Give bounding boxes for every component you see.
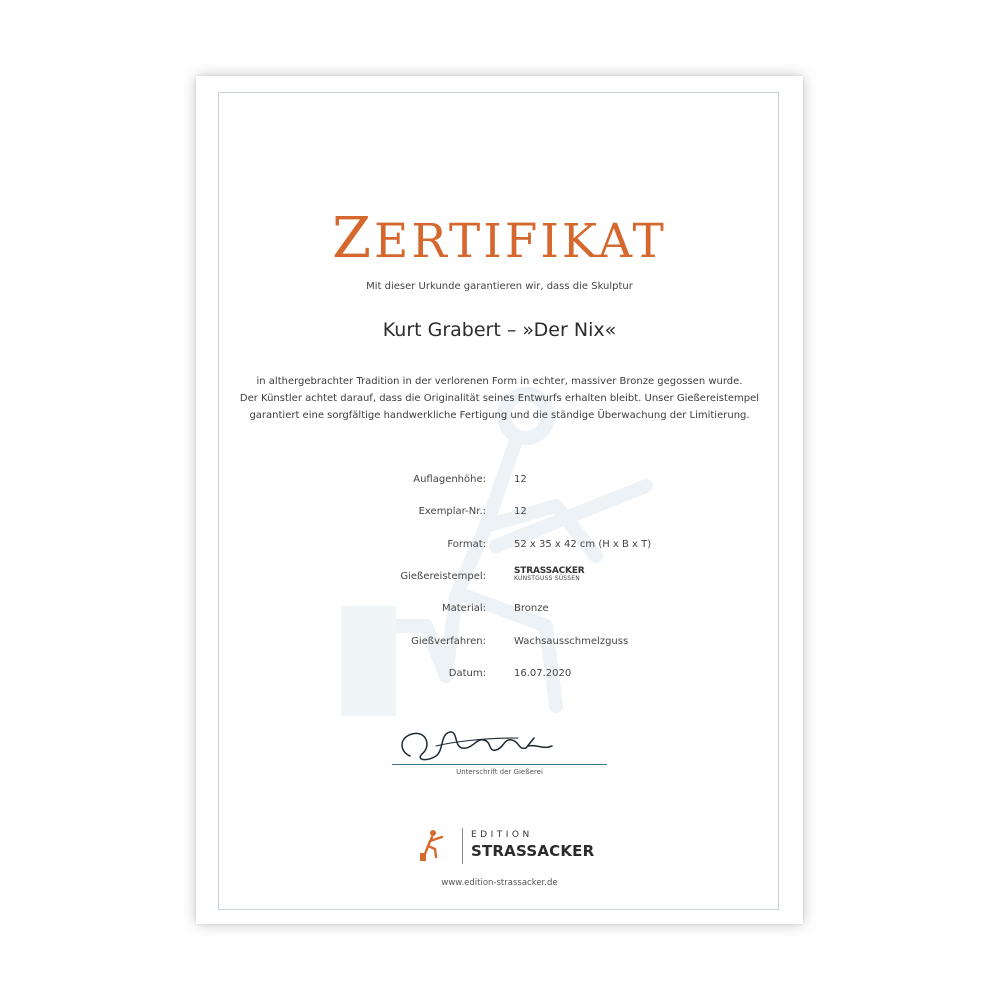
edition-size-label: Auflagenhöhe:	[413, 474, 486, 485]
signature-stroke	[402, 732, 552, 760]
body-line: in althergebrachter Tradition in der verlorenen Form in echter, massiver Bronze gegossen wurde.	[256, 376, 743, 387]
date-label: Datum:	[448, 668, 486, 679]
sculpture-watermark	[336, 376, 666, 756]
foundry-stamp	[514, 567, 585, 583]
work-title: Kurt Grabert – »Der Nix«	[382, 319, 617, 341]
logo-divider	[462, 828, 463, 864]
logo-edition-text: EDITION	[471, 830, 533, 840]
signature-line	[392, 764, 607, 765]
watermark-block	[341, 606, 396, 716]
certificate-subtitle: Mit dieser Urkunde garantieren wir, dass die Skulptur	[366, 281, 633, 292]
date-value: 16.07.2020	[514, 668, 572, 679]
title-rest: ERTIFIKAT	[374, 214, 667, 269]
certificate-sheet	[196, 76, 803, 924]
foundry-stamp-line2: KUNSTGUSS SÜSSEN	[514, 575, 580, 582]
material-label: Material:	[442, 603, 486, 614]
logo-brand-name: STRASSACKER	[471, 842, 595, 860]
material-value: Bronze	[514, 603, 549, 614]
website-url: www.edition-strassacker.de	[441, 878, 558, 888]
format-value: 52 x 35 x 42 cm (H x B x T)	[514, 539, 652, 550]
strassacker-logo-icon	[418, 828, 444, 862]
copy-number-label: Exemplar-Nr.:	[418, 506, 486, 517]
format-label: Format:	[447, 539, 486, 550]
signature-caption: Unterschrift der Gießerei	[456, 768, 543, 776]
foundry-stamp-label: Gießereistempel:	[400, 571, 486, 582]
casting-method-value: Wachsausschmelzguss	[514, 636, 629, 647]
casting-method-label: Gießverfahren:	[411, 636, 486, 647]
foundry-stamp-line1: STRASSACKER	[514, 566, 585, 576]
certificate-title	[196, 206, 803, 271]
certificate-body	[196, 373, 803, 424]
foundry-signature	[392, 716, 607, 768]
body-line: garantiert eine sorgfältige handwerkliche Fertigung und die ständige Überwachung der Limitierung.	[249, 410, 750, 421]
copy-number-value: 12	[514, 506, 527, 517]
edition-size-value: 12	[514, 474, 527, 485]
body-line: Der Künstler achtet darauf, dass die Originalität seines Entwurfs erhalten bleibt. Unser Gießereistempel	[239, 393, 760, 404]
title-initial: Z	[332, 206, 375, 271]
